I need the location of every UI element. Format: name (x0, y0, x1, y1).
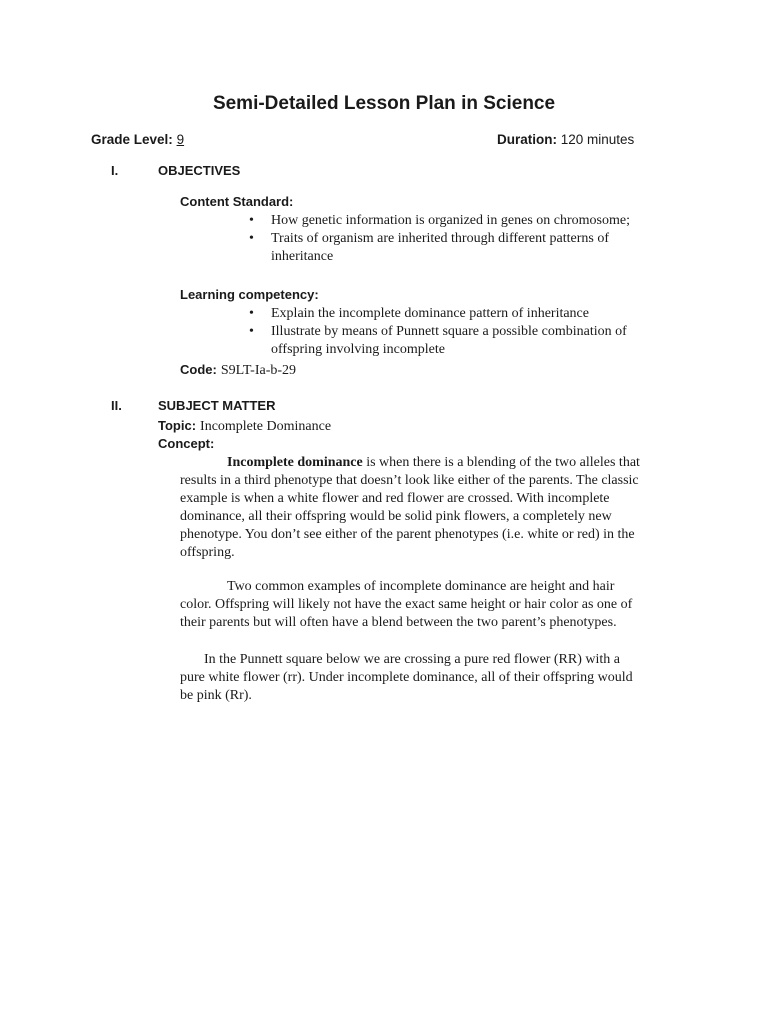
topic (158, 417, 331, 435)
duration (497, 132, 634, 147)
code (180, 361, 296, 379)
concept-paragraph-3 (180, 651, 680, 705)
learning-competency-label: Learning competency: (180, 287, 319, 302)
concept-paragraph-2 (180, 578, 680, 632)
concept-label: Concept: (158, 436, 215, 451)
concept-paragraph-1-line-6: offspring. (180, 545, 235, 560)
code-label: Code: (180, 362, 217, 377)
content-standard-item-1 (246, 212, 630, 230)
grade-level-value: 9 (176, 132, 185, 147)
duration-value: 120 minutes (560, 132, 635, 147)
concept-paragraph-1-line-5: phenotype. You don’t see either of the parent phenotypes (i.e. white or red) in the (180, 527, 635, 542)
section-2-heading: SUBJECT MATTER (158, 398, 276, 413)
concept-paragraph-3-line-1: In the Punnett square below we are crossing a pure red flower (RR) with a (204, 652, 620, 667)
content-standard-item-2 (246, 230, 630, 266)
content-standard-item-1-line-1: • How genetic information is organized in genes on chromosome; (271, 213, 630, 228)
page-title: Semi-Detailed Lesson Plan in Science (212, 93, 556, 114)
learning-competency-list (246, 305, 627, 359)
incomplete-dominance-term: Incomplete dominance (227, 455, 363, 470)
concept-paragraph-1-line-4: dominance, all their offspring would be solid pink flowers, a completely new (180, 509, 612, 524)
concept-paragraph-3-line-3: be pink (Rr). (180, 688, 252, 703)
duration-label: Duration: (497, 132, 557, 147)
concept-paragraph-1 (180, 454, 680, 562)
section-1-heading: OBJECTIVES (158, 163, 241, 178)
content-standard-item-2-line-1: • Traits of organism are inherited through different patterns of (271, 231, 609, 246)
concept-paragraph-1-line-3: example is when a white flower and red flower are crossed. With incomplete (180, 491, 610, 506)
section-2-numeral: II. (111, 398, 122, 413)
content-standard-item-2-line-2: inheritance (271, 249, 334, 264)
concept-paragraph-2-line-1: Two common examples of incomplete dominance are height and hair (227, 579, 615, 594)
concept-paragraph-2-line-3: their parents but will often have a blend between the two parent’s phenotypes. (180, 615, 617, 630)
topic-value: Incomplete Dominance (200, 419, 332, 434)
learning-competency-item-2-line-2: offspring involving incomplete (271, 342, 445, 357)
learning-competency-item-2 (246, 323, 627, 359)
grade-level (91, 132, 184, 147)
topic-label: Topic: (158, 418, 197, 433)
learning-competency-item-2-line-1: • Illustrate by means of Punnett square a possible combination of (271, 324, 627, 339)
concept-paragraph-1-line-1 (180, 454, 680, 472)
code-value: S9LT-Ia-b-29 (220, 363, 297, 378)
section-1-numeral: I. (111, 163, 119, 178)
learning-competency-item-1-line-1: • Explain the incomplete dominance pattern of inheritance (271, 306, 589, 321)
grade-level-label: Grade Level: (91, 132, 173, 147)
concept-paragraph-3-line-2: pure white flower (rr). Under incomplete dominance, all of their offspring would (180, 670, 633, 685)
concept-paragraph-1-line-1-text: is when there is a blending of the two alleles that (362, 455, 640, 470)
concept-paragraph-1-line-2: results in a third phenotype that doesn’t look like either of the parents. The classic (180, 473, 639, 488)
content-standard-list (246, 212, 630, 266)
learning-competency-item-1 (246, 305, 627, 323)
concept-paragraph-2-line-2: color. Offspring will likely not have the exact same height or hair color as one of (180, 597, 633, 612)
content-standard-label: Content Standard: (180, 194, 294, 209)
